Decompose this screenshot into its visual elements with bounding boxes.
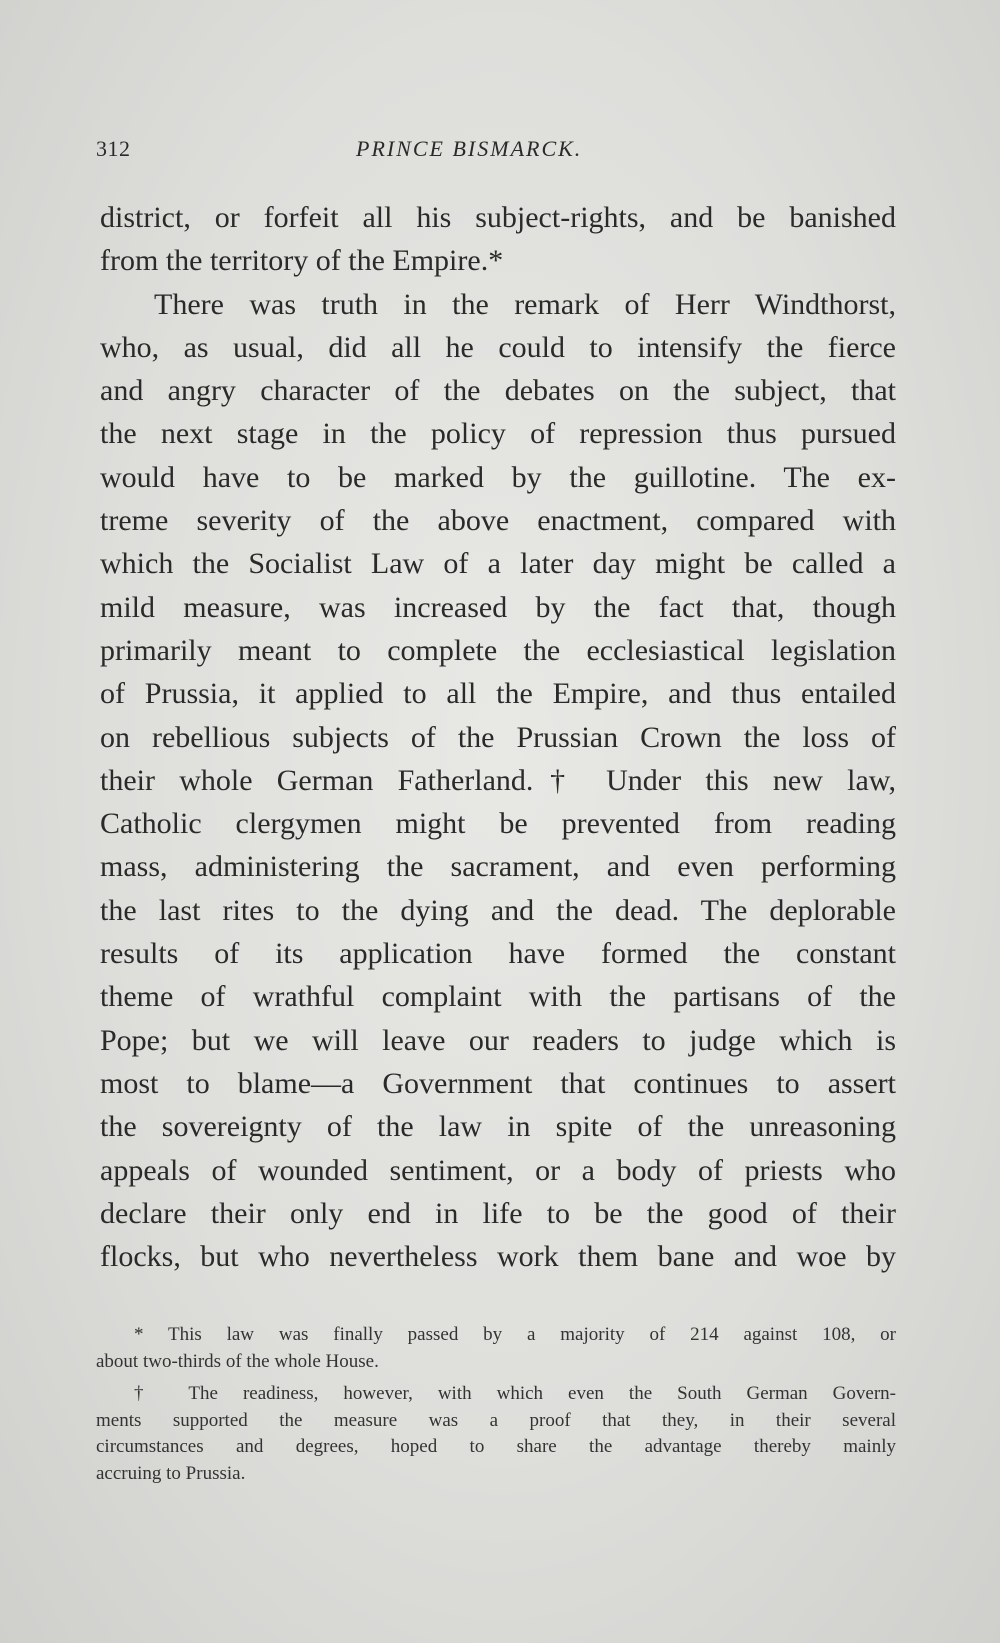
text-line: Pope; but we will leave our readers to judge which is: [100, 1023, 896, 1057]
text-line: on rebellious subjects of the Prussian Crown the loss of: [100, 720, 896, 754]
page-number: 312: [96, 136, 131, 161]
text-line: most to blame—a Government that continues to assert: [100, 1066, 896, 1100]
text-line: would have to be marked by the guillotine. The ex-: [100, 460, 896, 494]
footnote-line: † The readiness, however, with which even the South German Govern-: [134, 1383, 896, 1404]
text-line: and angry character of the debates on the subject, that: [100, 374, 896, 408]
text-line: the sovereignty of the law in spite of the unreasoning: [100, 1110, 896, 1144]
text-line: who, as usual, did all he could to intensify the fierce: [100, 330, 896, 364]
footnote-line: about two-thirds of the whole House.: [96, 1350, 379, 1372]
text-line: their whole German Fatherland.† Under this new law,: [100, 763, 896, 797]
text-line: from the territory of the Empire.*: [100, 244, 504, 278]
text-line: district, or forfeit all his subject-rights, and be banished: [100, 201, 896, 234]
text-line: theme of wrathful complaint with the partisans of the: [100, 980, 896, 1014]
text-line: which the Socialist Law of a later day might be called a: [100, 547, 896, 581]
text-line: There was truth in the remark of Herr Windthorst,: [154, 287, 896, 321]
footnotes: [96, 1322, 896, 1487]
footnote-line: accruing to Prussia.: [96, 1462, 246, 1484]
footnote-line: circumstances and degrees, hoped to share the advantage thereby mainly: [96, 1436, 896, 1457]
footnote-line: * This law was finally passed by a majority of 214 against 108, or: [134, 1324, 896, 1345]
text-line: mass, administering the sacrament, and even performing: [100, 850, 896, 884]
text-line: appeals of wounded sentiment, or a body of priests who: [100, 1153, 896, 1187]
text-line: declare their only end in life to be the good of their: [100, 1196, 896, 1230]
text-line: of Prussia, it applied to all the Empire, and thus entailed: [100, 677, 896, 711]
running-title: PRINCE BISMARCK.: [356, 136, 583, 161]
text-line: flocks, but who nevertheless work them bane and woe by: [100, 1240, 896, 1274]
footnote-2: [96, 1381, 896, 1487]
text-line: treme severity of the above enactment, compared with: [100, 504, 896, 538]
text-line: primarily meant to complete the ecclesiastical legislation: [100, 633, 896, 667]
footnote-1: [96, 1322, 896, 1375]
text-line: the last rites to the dying and the dead. The deplorable: [100, 893, 896, 927]
text-line: the next stage in the policy of repression thus pursued: [100, 417, 896, 451]
body-text: [100, 196, 896, 1278]
text-line: mild measure, was increased by the fact that, though: [100, 590, 896, 624]
text-line: results of its application have formed the constant: [100, 937, 896, 971]
text-line: Catholic clergymen might be prevented from reading: [100, 807, 896, 841]
running-head: [96, 136, 896, 170]
footnote-line: ments supported the measure was a proof that they, in their several: [96, 1409, 896, 1431]
